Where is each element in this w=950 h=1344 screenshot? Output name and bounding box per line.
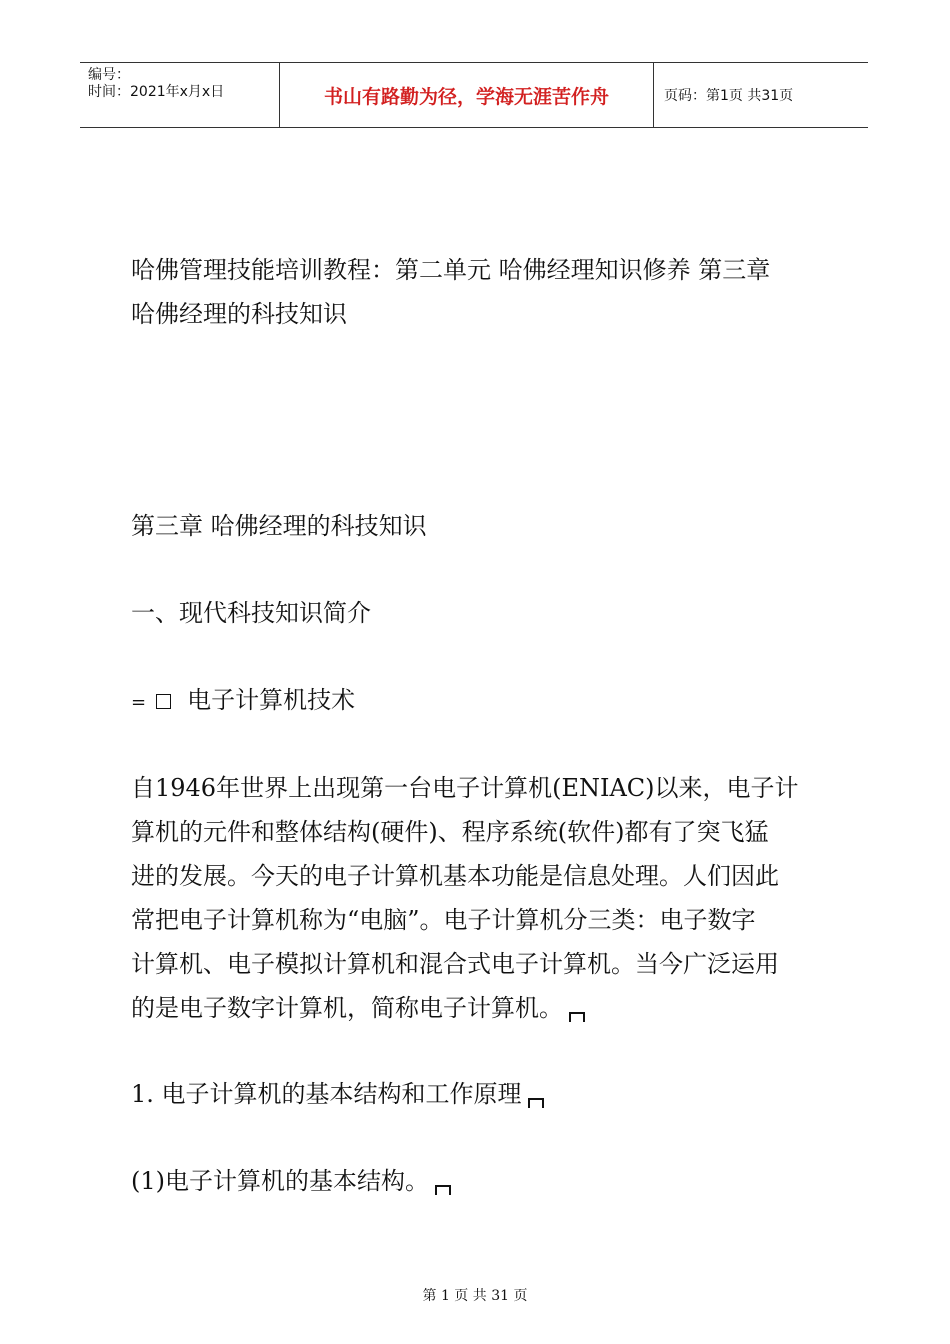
item-heading-1-1: (1)电子计算机的基本结构。 — [131, 1159, 831, 1203]
subsection-prefix: = — [131, 692, 147, 713]
return-mark-icon — [569, 1012, 585, 1022]
title-line-2: 哈佛经理的科技知识 — [131, 300, 347, 328]
title-line-1: 哈佛管理技能培训教程：第二单元 哈佛经理知识修养 第三章 — [131, 256, 771, 284]
para-line: 算机的元件和整体结构(硬件)、程序系统(软件)都有了突飞猛 — [131, 818, 769, 846]
return-mark-icon — [435, 1185, 451, 1195]
item-heading-1: 1. 电子计算机的基本结构和工作原理 — [131, 1072, 831, 1116]
para-line: 计算机、电子模拟计算机和混合式电子计算机。当今广泛运用 — [131, 950, 779, 978]
subsection-heading — [131, 678, 831, 725]
time-label: 时间：2021年x月x日 — [88, 84, 225, 100]
checkbox-glyph-icon — [156, 694, 171, 709]
header-meta — [80, 63, 280, 127]
document-title — [131, 248, 831, 336]
intro-paragraph — [131, 766, 831, 1030]
number-label: 编号： — [88, 67, 130, 83]
chapter-heading: 第三章 哈佛经理的科技知识 — [131, 512, 427, 540]
subsection-title: 电子计算机技术 — [187, 686, 356, 714]
page-footer: 第 1 页 共 31 页 — [422, 1288, 528, 1304]
header-motto: 书山有路勤为径，学海无涯苦作舟 — [280, 63, 654, 127]
para-line-last: 的是电子数字计算机，简称电子计算机。 — [131, 986, 831, 1030]
para-line: 进的发展。今天的电子计算机基本功能是信息处理。人们因此 — [131, 862, 779, 890]
section-heading: 一、现代科技知识简介 — [131, 599, 371, 627]
para-line: 自1946年世界上出现第一台电子计算机(ENIAC)以来，电子计 — [131, 774, 799, 802]
para-line: 常把电子计算机称为“电脑”。电子计算机分三类：电子数字 — [131, 906, 756, 934]
header-page-info: 页码：第1页 共31页 — [664, 88, 794, 104]
return-mark-icon — [528, 1098, 544, 1108]
page-header — [80, 62, 868, 128]
